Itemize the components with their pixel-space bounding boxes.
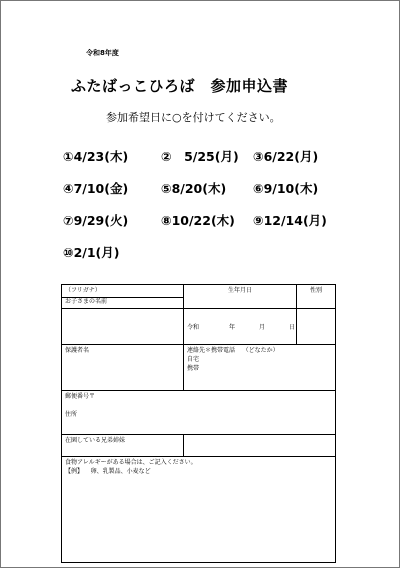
form-title: ふたばっこひろば 参加申込書	[71, 77, 289, 95]
gender-field[interactable]	[297, 309, 336, 345]
date-option[interactable]: ⑦9/29(火)	[63, 213, 129, 228]
siblings-label-cell	[62, 435, 184, 457]
date-option[interactable]: ⑨12/14(月)	[253, 213, 327, 228]
birthdate-header: 生年月日	[184, 285, 297, 309]
date-option[interactable]: ③6/22(月)	[253, 149, 319, 164]
birthdate-field[interactable]	[184, 309, 297, 345]
date-option[interactable]: ② 5/25(月)	[161, 149, 239, 164]
siblings-field[interactable]	[184, 435, 336, 457]
example-text: 卵、乳製品、小麦など	[90, 468, 151, 476]
year-label: 年	[229, 324, 236, 332]
contact-field[interactable]	[184, 345, 336, 391]
contact-note: （どなたか）	[242, 347, 279, 355]
era-label: 令和	[187, 324, 200, 332]
date-option[interactable]: ④7/10(金)	[63, 181, 129, 196]
month-label: 月	[259, 324, 266, 332]
address-label: 住所	[65, 410, 78, 418]
mobile-phone-label: 携帯	[187, 364, 200, 372]
date-option[interactable]: ⑩2/1(月)	[63, 245, 120, 260]
guardian-name-label: 保護者名	[65, 347, 90, 355]
allergy-note: 食物アレルギーがある場合は、ご記入ください。	[65, 459, 197, 467]
allergy-field[interactable]	[62, 457, 336, 563]
home-phone-label: 自宅	[187, 356, 200, 364]
date-option[interactable]: ⑤8/20(木)	[161, 181, 227, 196]
date-option[interactable]: ⑧10/22(木)	[161, 213, 235, 228]
child-name-label: お子さまの名前	[65, 297, 108, 305]
furigana-cell[interactable]	[62, 285, 184, 309]
instruction-text: 参加希望日に○を付けてください。	[106, 111, 281, 124]
siblings-label: 在園している兄弟姉妹	[65, 437, 126, 445]
child-name-field[interactable]	[62, 309, 184, 345]
date-option[interactable]: ①4/23(木)	[63, 149, 129, 164]
gender-header: 性別	[297, 285, 336, 309]
guardian-name-field[interactable]	[62, 345, 184, 391]
furigana-label: （フリガナ）	[65, 287, 101, 294]
day-label: 日	[289, 324, 296, 332]
address-field[interactable]	[62, 391, 336, 435]
postal-code-label: 郵便番号〒	[65, 393, 96, 401]
registration-table	[61, 284, 336, 563]
date-option[interactable]: ⑥9/10(木)	[253, 181, 319, 196]
contact-label: 連絡先＊携帯電話	[187, 347, 236, 355]
example-label: 【例】	[65, 468, 84, 476]
fiscal-year-label: 令和8年度	[86, 49, 119, 57]
